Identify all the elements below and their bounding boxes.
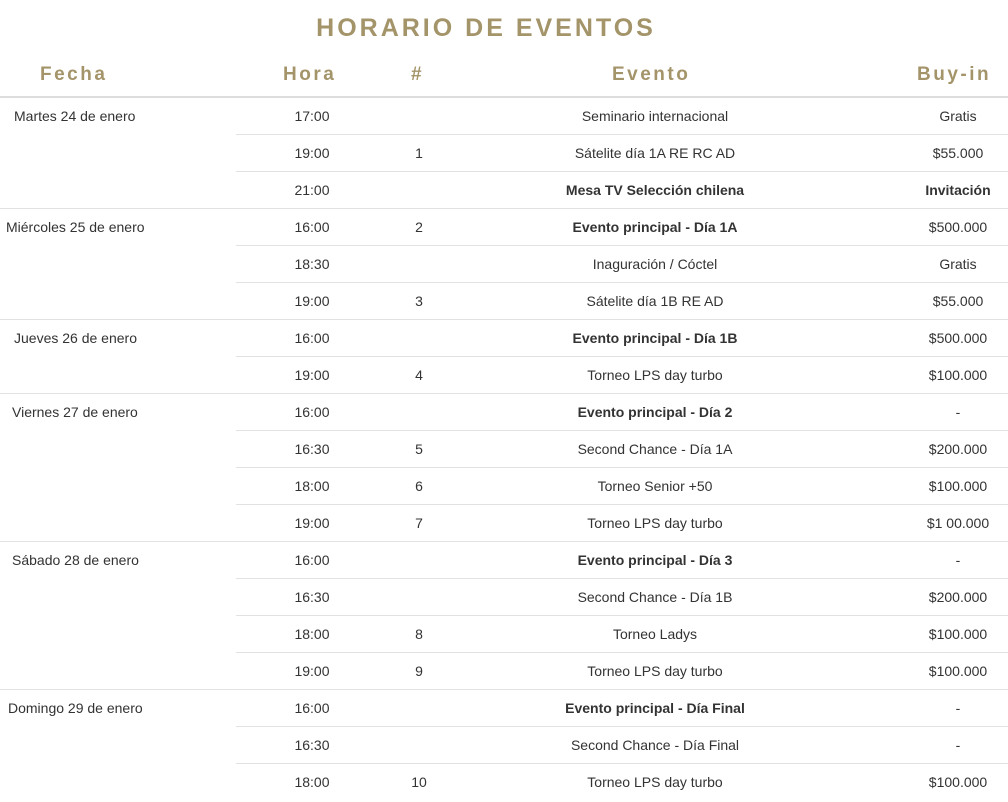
date-cell: Viernes 27 de enero: [12, 404, 138, 420]
table-row: [0, 357, 1008, 394]
column-header-evento: Evento: [612, 64, 691, 85]
buyin-cell: $100.000: [928, 663, 988, 679]
buyin-cell: $200.000: [928, 589, 988, 605]
event-name-cell: Second Chance - Día Final: [570, 737, 740, 753]
buyin-cell: $100.000: [928, 774, 988, 790]
table-row: [0, 468, 1008, 505]
event-name-cell: Evento principal - Día 3: [577, 552, 733, 568]
event-number-cell: 6: [415, 478, 423, 494]
event-name-cell: Torneo LPS day turbo: [587, 367, 723, 383]
time-cell: 19:00: [294, 663, 330, 679]
column-header-number: #: [411, 64, 425, 85]
column-header-buyin: Buy-in: [917, 64, 992, 85]
table-row: [0, 542, 1008, 579]
date-cell: Domingo 29 de enero: [8, 700, 143, 716]
buyin-cell: $1 00.000: [926, 515, 990, 531]
time-cell: 17:00: [294, 108, 330, 124]
time-cell: 18:00: [294, 626, 330, 642]
time-cell: 16:00: [294, 700, 330, 716]
table-row: [0, 764, 1008, 801]
buyin-cell: $500.000: [928, 219, 988, 235]
event-name-cell: Torneo LPS day turbo: [587, 663, 723, 679]
table-row: [0, 690, 1008, 727]
time-cell: 18:00: [294, 478, 330, 494]
time-cell: 16:00: [294, 404, 330, 420]
table-row: [0, 505, 1008, 542]
buyin-cell: $100.000: [928, 367, 988, 383]
buyin-cell: Gratis: [939, 108, 977, 124]
event-name-cell: Torneo Senior +50: [597, 478, 713, 494]
event-number-cell: 2: [415, 219, 423, 235]
table-header: [0, 60, 1008, 98]
table-row: [0, 209, 1008, 246]
table-row: [0, 653, 1008, 690]
event-number-cell: 8: [415, 626, 423, 642]
time-cell: 16:00: [294, 219, 330, 235]
event-name-cell: Sátelite día 1A RE RC AD: [574, 145, 736, 161]
buyin-cell: $100.000: [928, 478, 988, 494]
time-cell: 16:30: [294, 441, 330, 457]
table-row: [0, 616, 1008, 653]
event-name-cell: Seminario internacional: [581, 108, 729, 124]
column-header-fecha: Fecha: [40, 64, 108, 85]
buyin-cell: -: [955, 404, 961, 420]
buyin-cell: $100.000: [928, 626, 988, 642]
table-row: [0, 283, 1008, 320]
time-cell: 19:00: [294, 145, 330, 161]
time-cell: 19:00: [294, 367, 330, 383]
time-cell: 18:00: [294, 774, 330, 790]
table-row: [0, 394, 1008, 431]
event-number-cell: 1: [415, 145, 423, 161]
event-name-cell: Sátelite día 1B RE AD: [586, 293, 724, 309]
time-cell: 21:00: [294, 182, 330, 198]
date-cell: Miércoles 25 de enero: [6, 219, 145, 235]
buyin-cell: Invitación: [925, 182, 991, 198]
event-name-cell: Mesa TV Selección chilena: [565, 182, 745, 198]
event-name-cell: Evento principal - Día 1A: [572, 219, 738, 235]
time-cell: 19:00: [294, 515, 330, 531]
event-number-cell: 9: [415, 663, 423, 679]
event-name-cell: Evento principal - Día 2: [577, 404, 733, 420]
buyin-cell: Gratis: [939, 256, 977, 272]
table-row: [0, 579, 1008, 616]
buyin-cell: -: [955, 700, 961, 716]
event-number-cell: 7: [415, 515, 423, 531]
buyin-cell: $200.000: [928, 441, 988, 457]
time-cell: 16:30: [294, 737, 330, 753]
time-cell: 19:00: [294, 293, 330, 309]
event-name-cell: Evento principal - Día 1B: [572, 330, 738, 346]
column-header-hora: Hora: [283, 64, 337, 85]
buyin-cell: $55.000: [932, 145, 984, 161]
event-number-cell: 5: [415, 441, 423, 457]
table-row: [0, 172, 1008, 209]
table-row: [0, 431, 1008, 468]
time-cell: 18:30: [294, 256, 330, 272]
event-name-cell: Second Chance - Día 1B: [577, 589, 733, 605]
event-name-cell: Torneo Ladys: [612, 626, 698, 642]
page-title: HORARIO DE EVENTOS: [316, 14, 656, 42]
table-row: [0, 98, 1008, 135]
time-cell: 16:00: [294, 330, 330, 346]
event-number-cell: 4: [415, 367, 423, 383]
date-cell: Sábado 28 de enero: [12, 552, 139, 568]
buyin-cell: $500.000: [928, 330, 988, 346]
table-row: [0, 727, 1008, 764]
table-row: [0, 135, 1008, 172]
event-name-cell: Torneo LPS day turbo: [587, 515, 723, 531]
event-number-cell: 3: [415, 293, 423, 309]
event-name-cell: Second Chance - Día 1A: [577, 441, 733, 457]
event-name-cell: Evento principal - Día Final: [565, 700, 745, 716]
table-row: [0, 320, 1008, 357]
buyin-cell: -: [955, 737, 961, 753]
buyin-cell: $55.000: [932, 293, 984, 309]
date-cell: Martes 24 de enero: [14, 108, 136, 124]
table-row: [0, 246, 1008, 283]
date-cell: Jueves 26 de enero: [14, 330, 137, 346]
event-number-cell: 10: [411, 774, 427, 790]
events-table-body: [0, 98, 1008, 801]
event-name-cell: Torneo LPS day turbo: [587, 774, 723, 790]
buyin-cell: -: [955, 552, 961, 568]
time-cell: 16:00: [294, 552, 330, 568]
time-cell: 16:30: [294, 589, 330, 605]
event-name-cell: Inaguración / Cóctel: [592, 256, 718, 272]
